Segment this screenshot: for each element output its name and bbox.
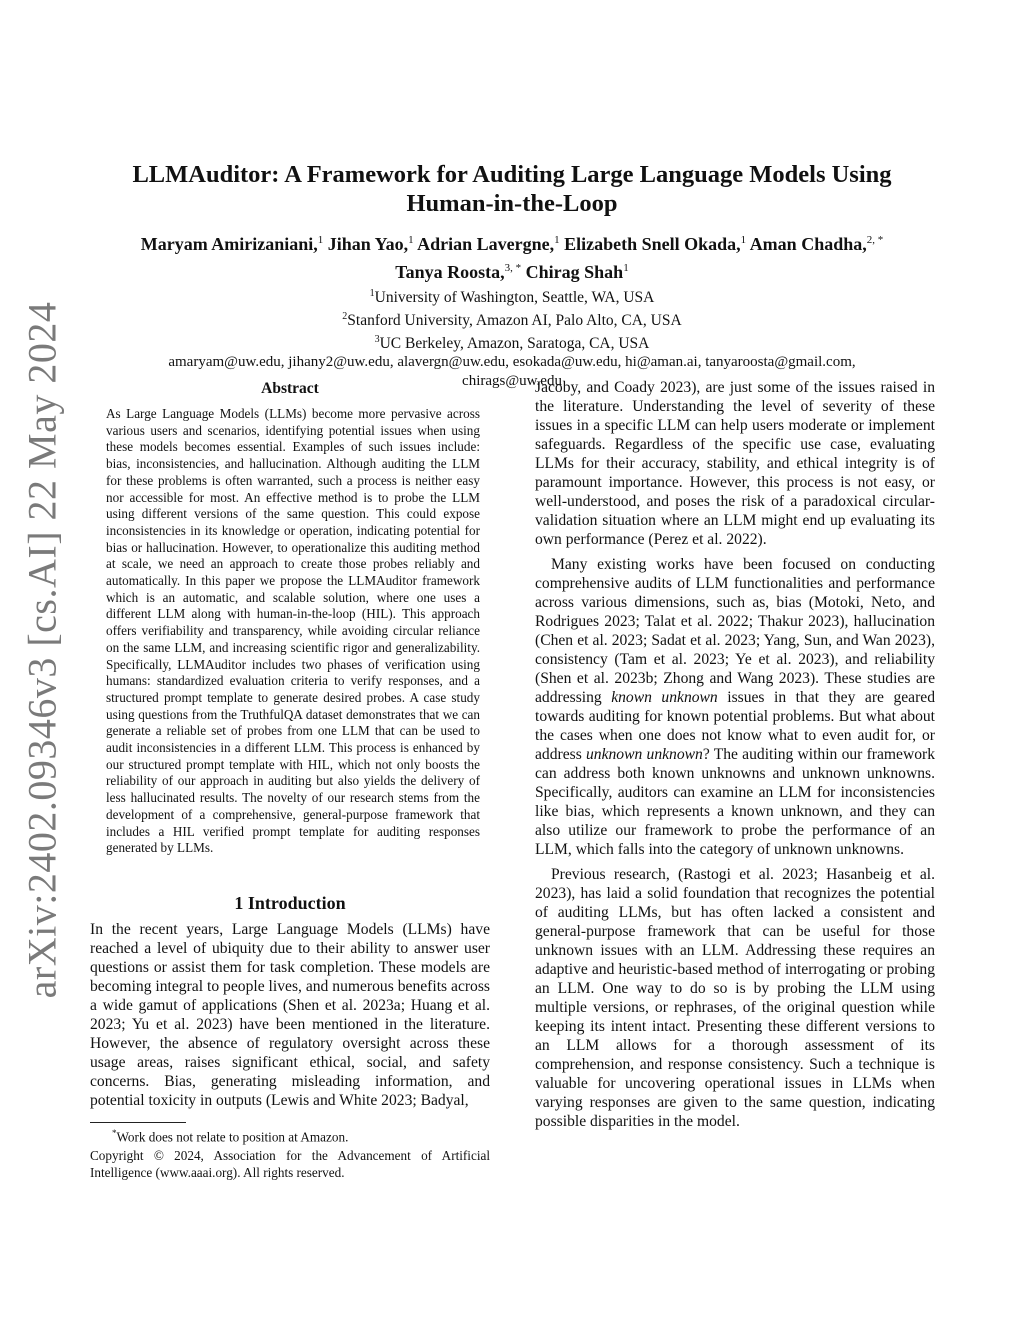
arxiv-identifier-stamp: arXiv:2402.09346v3 [cs.AI] 22 May 2024 [19, 301, 65, 999]
author: Chirag Shah$^1$ [525, 262, 629, 282]
intro-paragraph-1-continued: Jacoby, and Coady 2023), are just some of the issues raised in the literature. Understanding the level of severity of these issues in a specific LLM can help users moderate or implement safeguards. Regardless of the specific use case, evaluating LLMs for their accuracy, stability, and ethical integrity is of paramount importance. However, this process is not easy, or well-understood, and poses the risk of a paradoxical circular-validation situation where an LLM might end up evaluating its own performance (Perez et al. 2022). [535, 379, 935, 548]
emails-line-1: amaryam@uw.edu, jihany2@uw.edu, alavergn@uw.edu, esokada@uw.edu, hi@aman.ai, tanyaroosta@gmail.com, [168, 354, 856, 371]
affiliation: $^3$UC Berkeley, Amazon, Saratoga, CA, USA [374, 334, 650, 353]
affiliation-list [90, 284, 934, 353]
footnote-area [90, 1122, 490, 1182]
paper-title-line-1: LLMAuditor: A Framework for Auditing Large Language Models Using [132, 161, 892, 188]
affiliation: $^1$University of Washington, Seattle, WA, USA [369, 288, 655, 307]
known-unknown-term: known unknown [611, 689, 718, 706]
author: Adrian Lavergne,$^1$ [417, 234, 560, 254]
author: Aman Chadha,$^{2, *}$ [749, 234, 884, 254]
introduction-heading: 1 Introduction [234, 892, 346, 913]
affiliation: $^2$Stanford University, Amazon AI, Palo Alto, CA, USA [342, 311, 682, 330]
author: Elizabeth Snell Okada,$^1$ [564, 234, 747, 254]
copyright-notice: Copyright © 2024, Association for the Advancement of Artificial Intelligence (www.aaai.org). All rights reserved. [90, 1148, 490, 1180]
author: Jihan Yao,$^1$ [327, 234, 414, 254]
paper-header [90, 160, 934, 391]
author-row-2 [90, 256, 934, 284]
emails-line-2: chirags@uw.edu [462, 373, 562, 390]
abstract-heading: Abstract [261, 380, 319, 397]
footnote-rule [90, 1122, 186, 1123]
intro-paragraph-1-part-a [90, 920, 490, 1110]
author-row-1 [90, 228, 934, 256]
unknown-unknown-term: unknown unknown [586, 746, 703, 763]
intro-paragraph-2: Many existing works have been focused on conducting comprehensive audits of LLM functionalities and performance across various dimensions, such as, bias (Motoki, Neto, and Rodrigues 2023; Talat et al. 2022; Thakur 2023), hallucination (Chen et al. 2023; Sadat et al. 2023; Yang, Sun, and Wan 2023), consistency (Tam et al. 2023; Ye et al. 2023), and reliability (Shen et al. 2023b; Zhong and Wang 2023). These studies are addressing known unknown issues in that they are geared towards auditing for known potential problems. But what about the cases when one does not know what to even audit for, or address unknown unknown? The auditing within our framework can address both known unknowns and unknown unknowns. Specifically, auditors can examine an LLM for inconsistencies like bias, which represents a known unknown, and they can also utilize our framework to probe the performance of an LLM, which falls into the category of unknown unknowns. [535, 556, 935, 858]
right-column [535, 378, 935, 1131]
author: Maryam Amirizaniani,$^1$ [140, 234, 324, 254]
author-list [90, 228, 934, 284]
intro-paragraph-3: Previous research, (Rastogi et al. 2023; Hasanbeig et al. 2023), has laid a solid foundation that recognizes the potential of auditing LLMs, but has often lacked a consistent and general-purpose framework that can be useful for those unknown issues with an LLM. Addressing these requires an adaptive and heuristic-based method of interrogating or probing an LLM. One way to do so is by probing the LLM using multiple versions, or rephrases, of the original question while keeping its intent intact. Presenting these different versions to an LLM allows for a thorough assessment of its comprehension, and response consistency. Such a technique is valuable for uncovering operational issues in LLMs when varying responses are given to the same question, indicating possible disparities in the model. [535, 866, 935, 1130]
intro-paragraph-1-text: In the recent years, Large Language Models (LLMs) have reached a level of ubiquity due to their ability to answer user questions or assist them for task completion. These models are becoming integral to people lives, and numerous benefits across a wide gamut of applications (Shen et al. 2023a; Huang et al. 2023; Yu et al. 2023) have been mentioned in the literature. However, the absence of regulatory oversight across these usage areas, raises significant ethical, social, and safety concerns. Bias, generating misleading information, and potential toxicity in outputs (Lewis and White 2023; Badyal, [90, 920, 490, 1109]
abstract-text: As Large Language Models (LLMs) become more pervasive across various users and scenarios, identifying potential issues when using these models becomes essential. Examples of such issues include: bias, inconsistencies, and hallucination. Although auditing the LLM for these problems is often warranted, such a process is neither easy nor accessible for most. An effective method is to probe the LLM using different versions of the same question. This could expose inconsistencies in its knowledge or operation, indicating potential for bias or hallucination. However, to operationalize this auditing method at scale, we need an approach to create those probes reliably and automatically. In this paper we propose the LLMAuditor framework which is an automatic, and scalable solution, where one uses a different LLM along with human-in-the-loop (HIL). This approach offers verifiability and transparency, while avoiding circular reliance on the same LLM, and increasing scientific rigor and generalizability. Specifically, LLMAuditor includes two phases of verification using humans: standardized evaluation criteria to verify responses, and a structured prompt template to generate desired probes. A case study using questions from the TruthfulQA dataset demonstrates that we can generate a reliable set of probes from one LLM that can be used to audit inconsistencies in a different LLM. This process is enhanced by our structured prompt template with HIL, which not only boosts the reliability of our approach in auditing but also yields the delivery of less hallucinated results. The novelty of our research stems from the development of a comprehensive, general-purpose framework that includes a HIL verified prompt template for auditing responses generated by LLMs. [106, 406, 480, 856]
author: Tanya Roosta,$^{3, *}$ [395, 262, 522, 282]
paper-title [90, 160, 934, 218]
paper-title-line-2: Human-in-the-Loop [406, 190, 618, 217]
footnote-note: *Work does not relate to position at Amazon. [112, 1128, 349, 1145]
left-column [90, 378, 490, 1110]
